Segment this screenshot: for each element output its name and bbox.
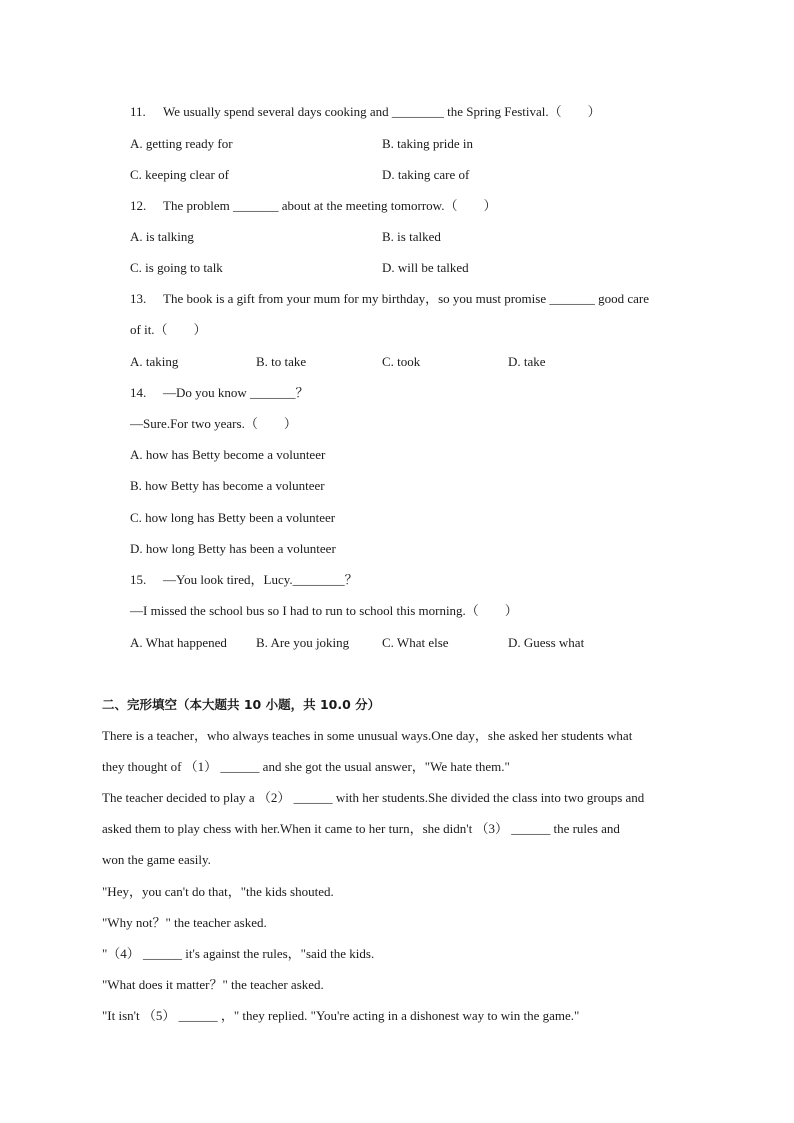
question-13-option-a: A. taking (130, 354, 179, 369)
cloze-passage-line: The teacher decided to play a （2） ______ with her students.She divided the class into two groups and (102, 790, 645, 805)
question-14-option-b: B. how Betty has become a volunteer (130, 478, 325, 493)
question-number: 11. (130, 104, 146, 119)
question-15-option-d: D. Guess what (508, 635, 585, 650)
question-14-stem-continued: —Sure.For two years.（ ） (130, 416, 297, 431)
question-14-stem (130, 385, 309, 401)
question-text: —Do you know _______？ (163, 385, 309, 400)
cloze-passage-line: won the game easily. (102, 852, 211, 867)
question-13-option-b: B. to take (256, 354, 307, 369)
cloze-passage-line: they thought of （1） ______ and she got the usual answer，"We hate them." (102, 759, 510, 774)
question-12-option-b: B. is talked (382, 229, 441, 244)
question-13-option-c: C. took (382, 354, 421, 369)
question-number: 13. (130, 291, 147, 306)
question-11-stem (130, 104, 601, 120)
cloze-passage-line: "Why not？" the teacher asked. (102, 915, 267, 930)
question-12-option-d: D. will be talked (382, 260, 469, 275)
question-14-option-c: C. how long has Betty been a volunteer (130, 510, 336, 525)
question-11-option-c: C. keeping clear of (130, 167, 229, 182)
question-13-stem (130, 291, 649, 307)
question-text: The problem _______ about at the meeting tomorrow.（ ） (163, 198, 497, 213)
cloze-passage-line: "（4） ______ it's against the rules，"said the kids. (102, 946, 375, 961)
question-number: 14. (130, 385, 147, 400)
question-12-stem (130, 198, 496, 214)
question-text: The book is a gift from your mum for my birthday，so you must promise _______ good care (163, 291, 649, 306)
question-15-stem-continued: —I missed the school bus so I had to run to school this morning.（ ） (130, 603, 518, 618)
cloze-passage-line: asked them to play chess with her.When it came to her turn，she didn't （3） ______ the rules and (102, 821, 620, 836)
cloze-passage-line: There is a teacher，who always teaches in some unusual ways.One day，she asked her students what (102, 728, 633, 743)
question-11-option-b: B. taking pride in (382, 136, 473, 151)
question-11-option-a: A. getting ready for (130, 136, 233, 151)
question-14-option-d: D. how long Betty has been a volunteer (130, 541, 336, 556)
question-12-option-c: C. is going to talk (130, 260, 223, 275)
question-11-option-d: D. taking care of (382, 167, 470, 182)
question-13-option-d: D. take (508, 354, 546, 369)
cloze-passage-line: "Hey，you can't do that，"the kids shouted. (102, 884, 334, 899)
question-15-option-b: B. Are you joking (256, 635, 350, 650)
question-12-option-a: A. is talking (130, 229, 194, 244)
question-number: 12. (130, 198, 147, 213)
question-text: —You look tired，Lucy.________？ (163, 572, 358, 587)
question-14-option-a: A. how has Betty become a volunteer (130, 447, 326, 462)
question-15-stem (130, 572, 358, 588)
cloze-passage-line: "What does it matter？" the teacher asked. (102, 977, 324, 992)
question-13-stem-continued: of it.（ ） (130, 322, 207, 337)
cloze-passage-line: "It isn't （5） ______ ，" they replied. "You're acting in a dishonest way to win the game." (102, 1008, 580, 1023)
question-text: We usually spend several days cooking and ________ the Spring Festival.（ ） (163, 104, 601, 119)
question-15-option-c: C. What else (382, 635, 449, 650)
question-15-option-a: A. What happened (130, 635, 227, 650)
question-number: 15. (130, 572, 147, 587)
section-title: 二、完形填空（本大题共 10 小题，共 10.0 分） (102, 697, 381, 712)
